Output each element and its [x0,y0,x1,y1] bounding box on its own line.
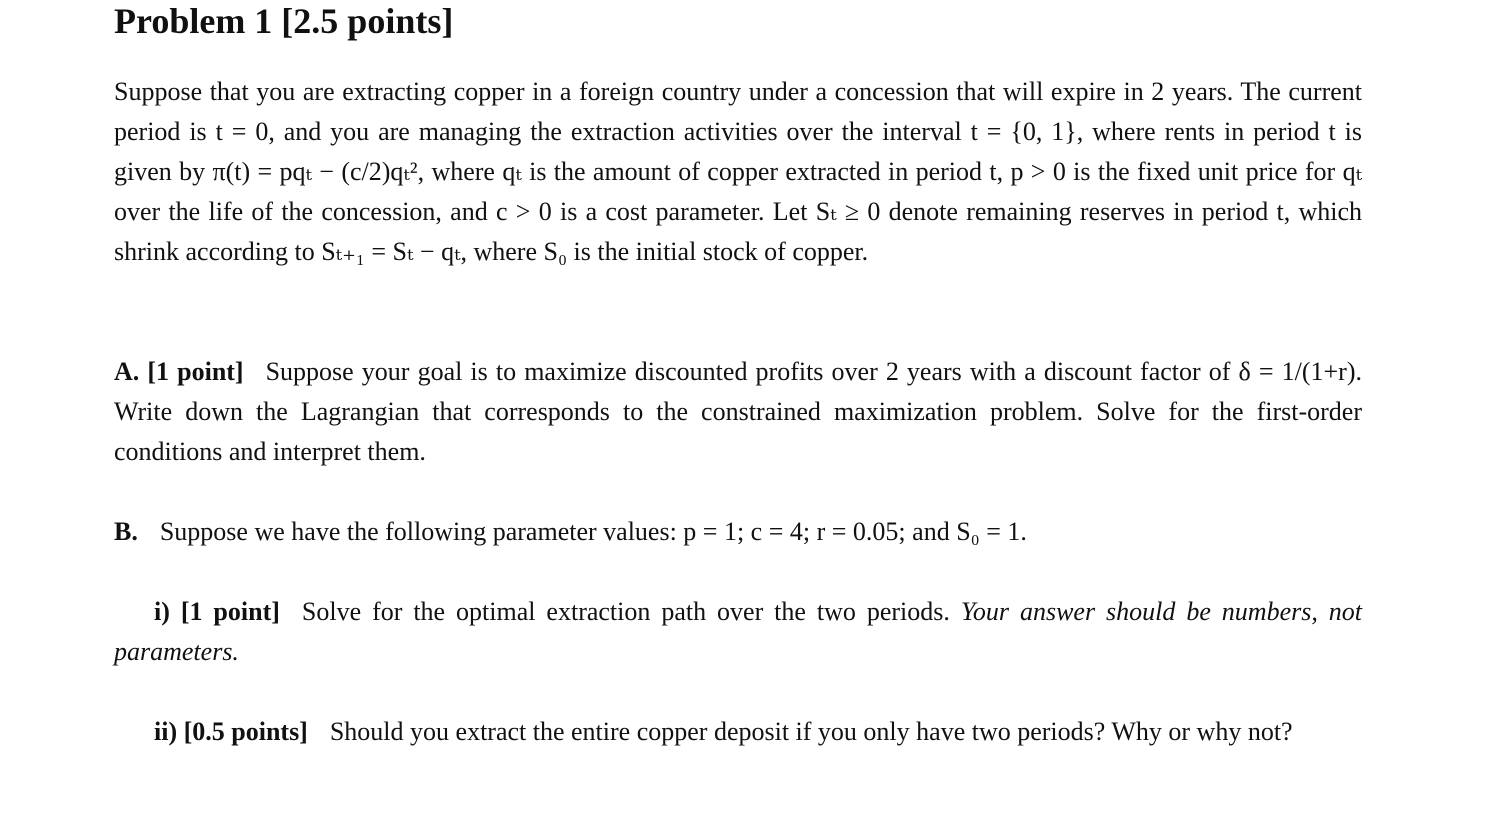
part-b-i-label: i) [1 point] [154,597,280,626]
part-b [114,512,1362,552]
problem-intro: Suppose that you are extracting copper in a foreign country under a concession that will expire in 2 years. The current period is t = 0, and you are managing the extraction activities over the interval t = {0, 1}, where rents in period t is given by π(t) = pqₜ − (c/2)qₜ², where qₜ is the amount of copper extracted in period t, p > 0 is the fixed unit price for qₜ over the life of the concession, and c > 0 is a cost parameter. Let Sₜ ≥ 0 denote remaining reserves in period t, which shrink according to Sₜ₊₁ = Sₜ − qₜ, where S₀ is the initial stock of copper. [114,77,1362,266]
part-b-ii [114,712,1362,752]
part-a-label: A. [1 point] [114,357,244,386]
part-b-ii-label: ii) [0.5 points] [154,717,308,746]
part-b-i [114,592,1362,672]
part-b-i-note: Your answer should be numbers, not parameters. [114,597,1363,666]
part-b-ii-text: Should you extract the entire copper deposit if you only have two periods? Why or why not? [329,717,1293,746]
part-b-text: Suppose we have the following parameter values: p = 1; c = 4; r = 0.05; and S₀ = 1. [159,517,1027,546]
part-b-label: B. [114,517,138,546]
part-a-text: Suppose your goal is to maximize discounted profits over 2 years with a discount factor of δ = 1/(1+r). Write down the Lagrangian that corresponds to the constrained maximization problem. Solve for the first-order conditions and interpret them. [114,357,1362,466]
problem-title: Problem 1 [2.5 points] [114,1,454,41]
part-a [114,352,1362,472]
part-b-i-text: Solve for the optimal extraction path over the two periods. [301,597,950,626]
